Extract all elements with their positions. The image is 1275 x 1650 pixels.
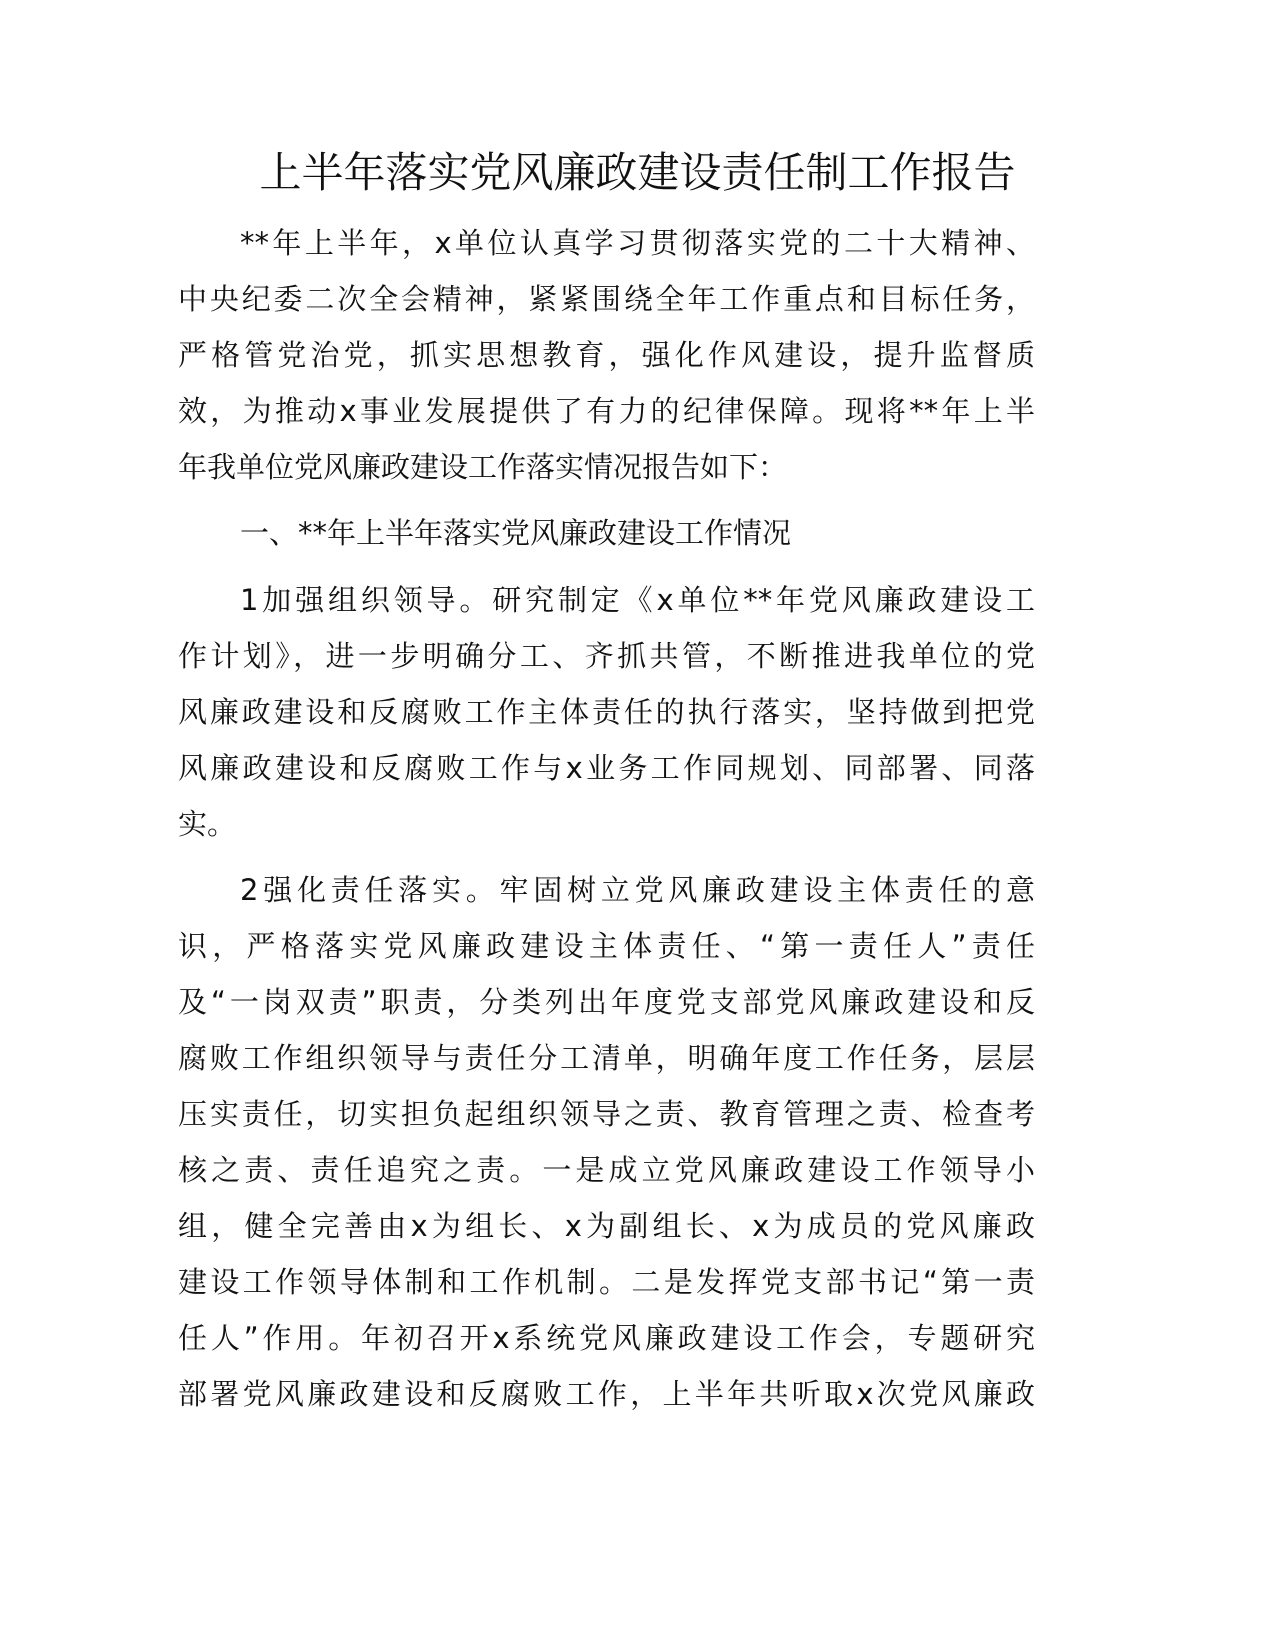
text-line: 1加强组织领导。研究制定《x单位**年党风廉政建设工 [240, 583, 1035, 617]
text-line: 风廉政建设和反腐败工作与x业务工作同规划、同部署、同落 [178, 751, 1035, 785]
text-line: 年我单位党风廉政建设工作落实情况报告如下： [178, 450, 788, 484]
text-line: 中央纪委二次全会精神，紧紧围绕全年工作重点和目标任务， [178, 282, 1035, 316]
text-line: **年上半年，x单位认真学习贯彻落实党的二十大精神、 [240, 226, 1035, 260]
text-line: 腐败工作组织领导与责任分工清单，明确年度工作任务，层层 [178, 1041, 1035, 1075]
document-title: 上半年落实党风廉政建设责任制工作报告 [259, 148, 1016, 197]
text-line: 及“一岗双责”职责，分类列出年度党支部党风廉政建设和反 [178, 985, 1035, 1019]
text-line: 实。 [178, 807, 237, 841]
text-line: 压实责任，切实担负起组织领导之责、教育管理之责、检查考 [178, 1097, 1035, 1131]
text-line: 2强化责任落实。牢固树立党风廉政建设主体责任的意 [240, 873, 1035, 907]
section-heading-text: 一、**年上半年落实党风廉政建设工作情况 [240, 516, 792, 550]
text-line: 组，健全完善由x为组长、x为副组长、x为成员的党风廉政 [178, 1209, 1035, 1243]
text-line: 核之责、责任追究之责。一是成立党风廉政建设工作领导小 [178, 1153, 1035, 1187]
text-line: 风廉政建设和反腐败工作主体责任的执行落实，坚持做到把党 [178, 695, 1035, 729]
text-line: 部署党风廉政建设和反腐败工作，上半年共听取x次党风廉政 [178, 1377, 1035, 1411]
text-line: 效，为推动x事业发展提供了有力的纪律保障。现将**年上半 [178, 394, 1035, 428]
text-line: 作计划》，进一步明确分工、齐抓共管，不断推进我单位的党 [178, 639, 1035, 673]
text-line: 识，严格落实党风廉政建设主体责任、“第一责任人”责任 [178, 929, 1035, 963]
text-line: 严格管党治党，抓实思想教育，强化作风建设，提升监督质 [178, 338, 1035, 372]
text-line: 建设工作领导体制和工作机制。二是发挥党支部书记“第一责 [178, 1265, 1035, 1299]
text-line: 任人”作用。年初召开x系统党风廉政建设工作会，专题研究 [178, 1321, 1035, 1355]
